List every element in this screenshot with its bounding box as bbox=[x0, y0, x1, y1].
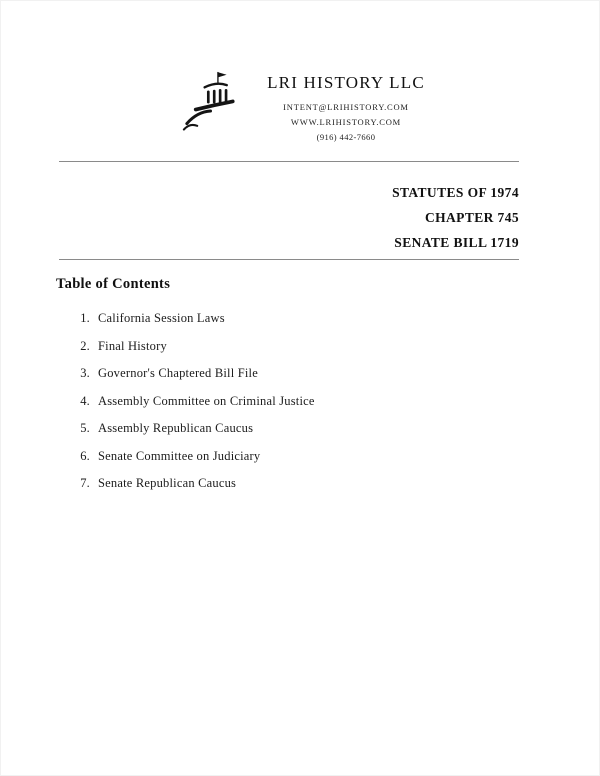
toc-item bbox=[56, 366, 539, 381]
toc-item-number: 2. bbox=[80, 338, 90, 353]
capitol-sketch-logo bbox=[175, 67, 249, 141]
toc-item-number: 6. bbox=[80, 448, 90, 463]
firm-phone: (916) 442-7660 bbox=[316, 131, 376, 142]
toc-item-number: 1. bbox=[80, 311, 90, 325]
chapter-line: CHAPTER 745 bbox=[424, 209, 519, 225]
toc-item-label: California Session Laws bbox=[98, 311, 225, 325]
toc-item bbox=[56, 339, 539, 354]
firm-website: WWW.LRIHISTORY.COM bbox=[290, 116, 402, 127]
toc-title: Table of Contents bbox=[56, 276, 171, 292]
divider-top bbox=[59, 161, 519, 162]
table-of-contents bbox=[56, 276, 539, 504]
letterhead bbox=[1, 1, 599, 145]
toc-item-label: Senate Republican Caucus bbox=[98, 476, 237, 490]
firm-name: LRI HISTORY LLC bbox=[267, 73, 425, 92]
toc-item-label: Governor's Chaptered Bill File bbox=[98, 366, 258, 380]
toc-item-number: 7. bbox=[80, 476, 90, 490]
toc-item-number: 5. bbox=[80, 421, 90, 435]
toc-item-label: Assembly Republican Caucus bbox=[98, 421, 254, 435]
toc-item bbox=[56, 421, 539, 436]
toc-item bbox=[56, 476, 539, 491]
divider-bottom bbox=[59, 259, 519, 260]
toc-item bbox=[56, 449, 539, 464]
firm-identity bbox=[267, 63, 425, 145]
toc-item-label: Assembly Committee on Criminal Justice bbox=[98, 393, 315, 408]
toc-item-number: 3. bbox=[80, 366, 90, 380]
toc-item-label: Senate Committee on Judiciary bbox=[98, 448, 261, 463]
statutes-line: STATUTES OF 1974 bbox=[392, 185, 519, 200]
toc-item-number: 4. bbox=[80, 393, 90, 408]
statute-reference bbox=[392, 181, 519, 256]
toc-item-label: Final History bbox=[98, 338, 167, 353]
toc-list bbox=[56, 311, 539, 491]
senate-bill-line: SENATE BILL 1719 bbox=[394, 234, 519, 250]
firm-email: INTENT@LRIHISTORY.COM bbox=[283, 102, 409, 112]
toc-item bbox=[56, 394, 539, 409]
toc-item bbox=[56, 311, 539, 326]
